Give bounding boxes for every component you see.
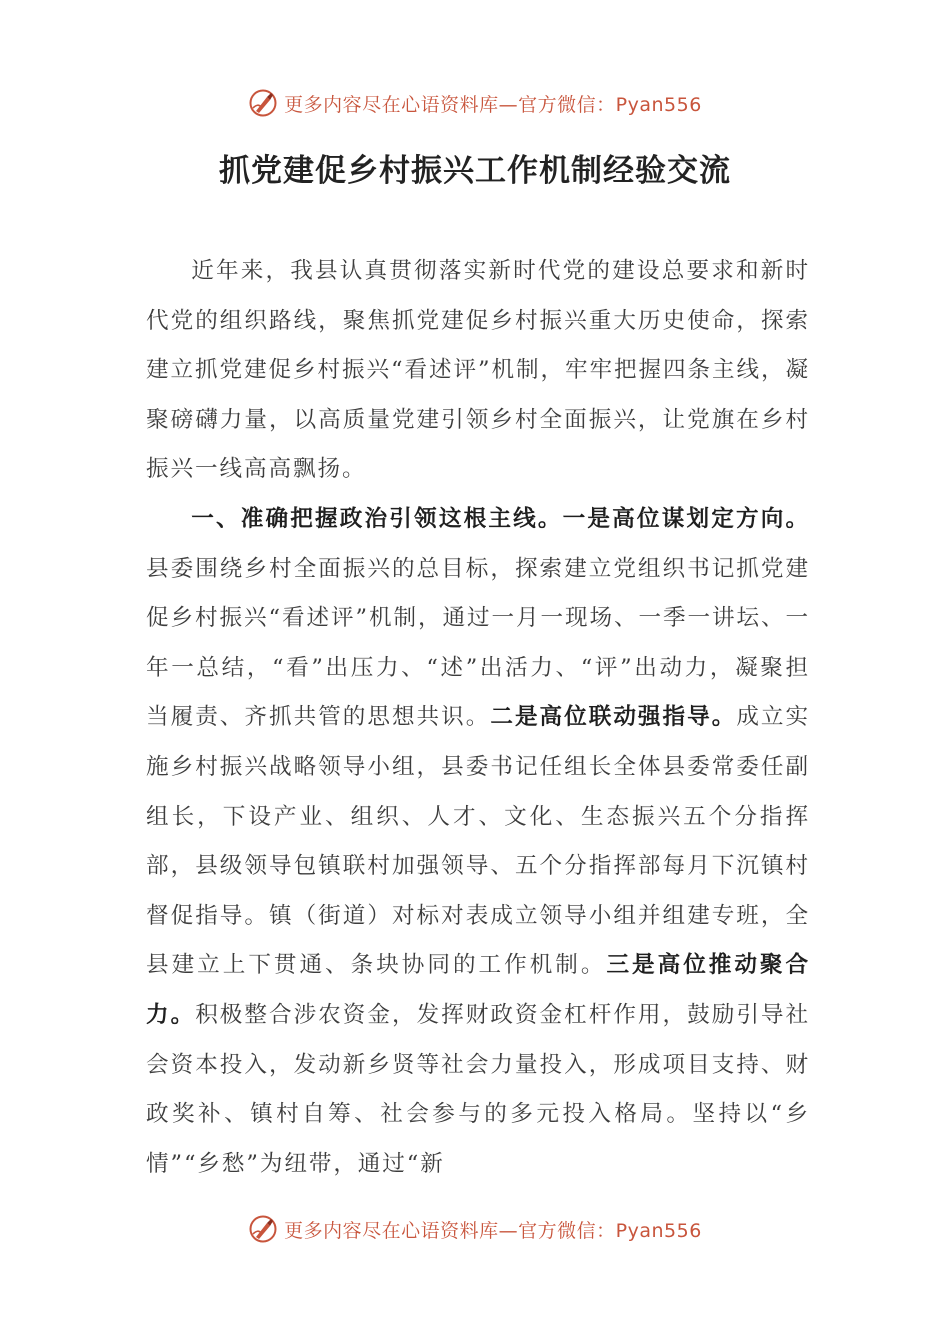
- pen-nib-logo-icon: [248, 88, 278, 118]
- point-2-text: 成立实施乡村振兴战略领导小组，县委书记任组长全体县委常委任副组长，下设产业、组织、人才、文化、生态振兴五个分指挥部，县级领导包镇联村加强领导、五个分指挥部每月下沉镇村督促指导。镇（街道）对标对表成立领导小组并组建专班，全县建立上下贯通、条块协同的工作机制。: [146, 704, 810, 979]
- point-3-text: 积极整合涉农资金，发挥财政资金杠杆作用，鼓励引导社会资本投入，发动新乡贤等社会力量投入，形成项目支持、财政奖补、镇村自筹、社会参与的多元投入格局。坚持以“乡情”“乡愁”为纽带，通过“新: [146, 1001, 810, 1177]
- point-1-text: 县委围绕乡村全面振兴的总目标，探索建立党组织书记抓党建促乡村振兴“看述评”机制，通过一月一现场、一季一讲坛、一年一总结，“看”出压力、“述”出活力、“评”出动力，凝聚担当履责、齐抓共管的思想共识。: [146, 555, 810, 731]
- point-2-title: 二是高位联动强指导。: [490, 704, 737, 731]
- header-banner: [0, 86, 950, 120]
- point-1-title: 一是高位谋划定方向。: [562, 505, 811, 532]
- header-banner-text: 更多内容尽在心语资料库—官方微信：Pyan556: [284, 93, 702, 116]
- intro-paragraph: 近年来，我县认真贯彻落实新时代党的建设总要求和新时代党的组织路线，聚焦抓党建促乡村振兴重大历史使命，探索建立抓党建促乡村振兴“看述评”机制，牢牢把握四条主线，凝聚磅礴力量，以高质量党建引领乡村全面振兴，让党旗在乡村振兴一线高高飘扬。: [146, 258, 810, 483]
- document-body: [146, 247, 810, 1189]
- pen-nib-logo-icon: [248, 1214, 278, 1244]
- page-title: 抓党建促乡村振兴工作机制经验交流: [219, 153, 731, 189]
- footer-banner: [0, 1212, 950, 1246]
- footer-banner-text: 更多内容尽在心语资料库—官方微信：Pyan556: [284, 1219, 702, 1242]
- point-3-title: 三是高位推动聚合力。: [146, 952, 811, 1028]
- section-1-heading: 一、准确把握政治引领这根主线。: [191, 505, 563, 532]
- section-1-paragraph: [146, 495, 810, 1189]
